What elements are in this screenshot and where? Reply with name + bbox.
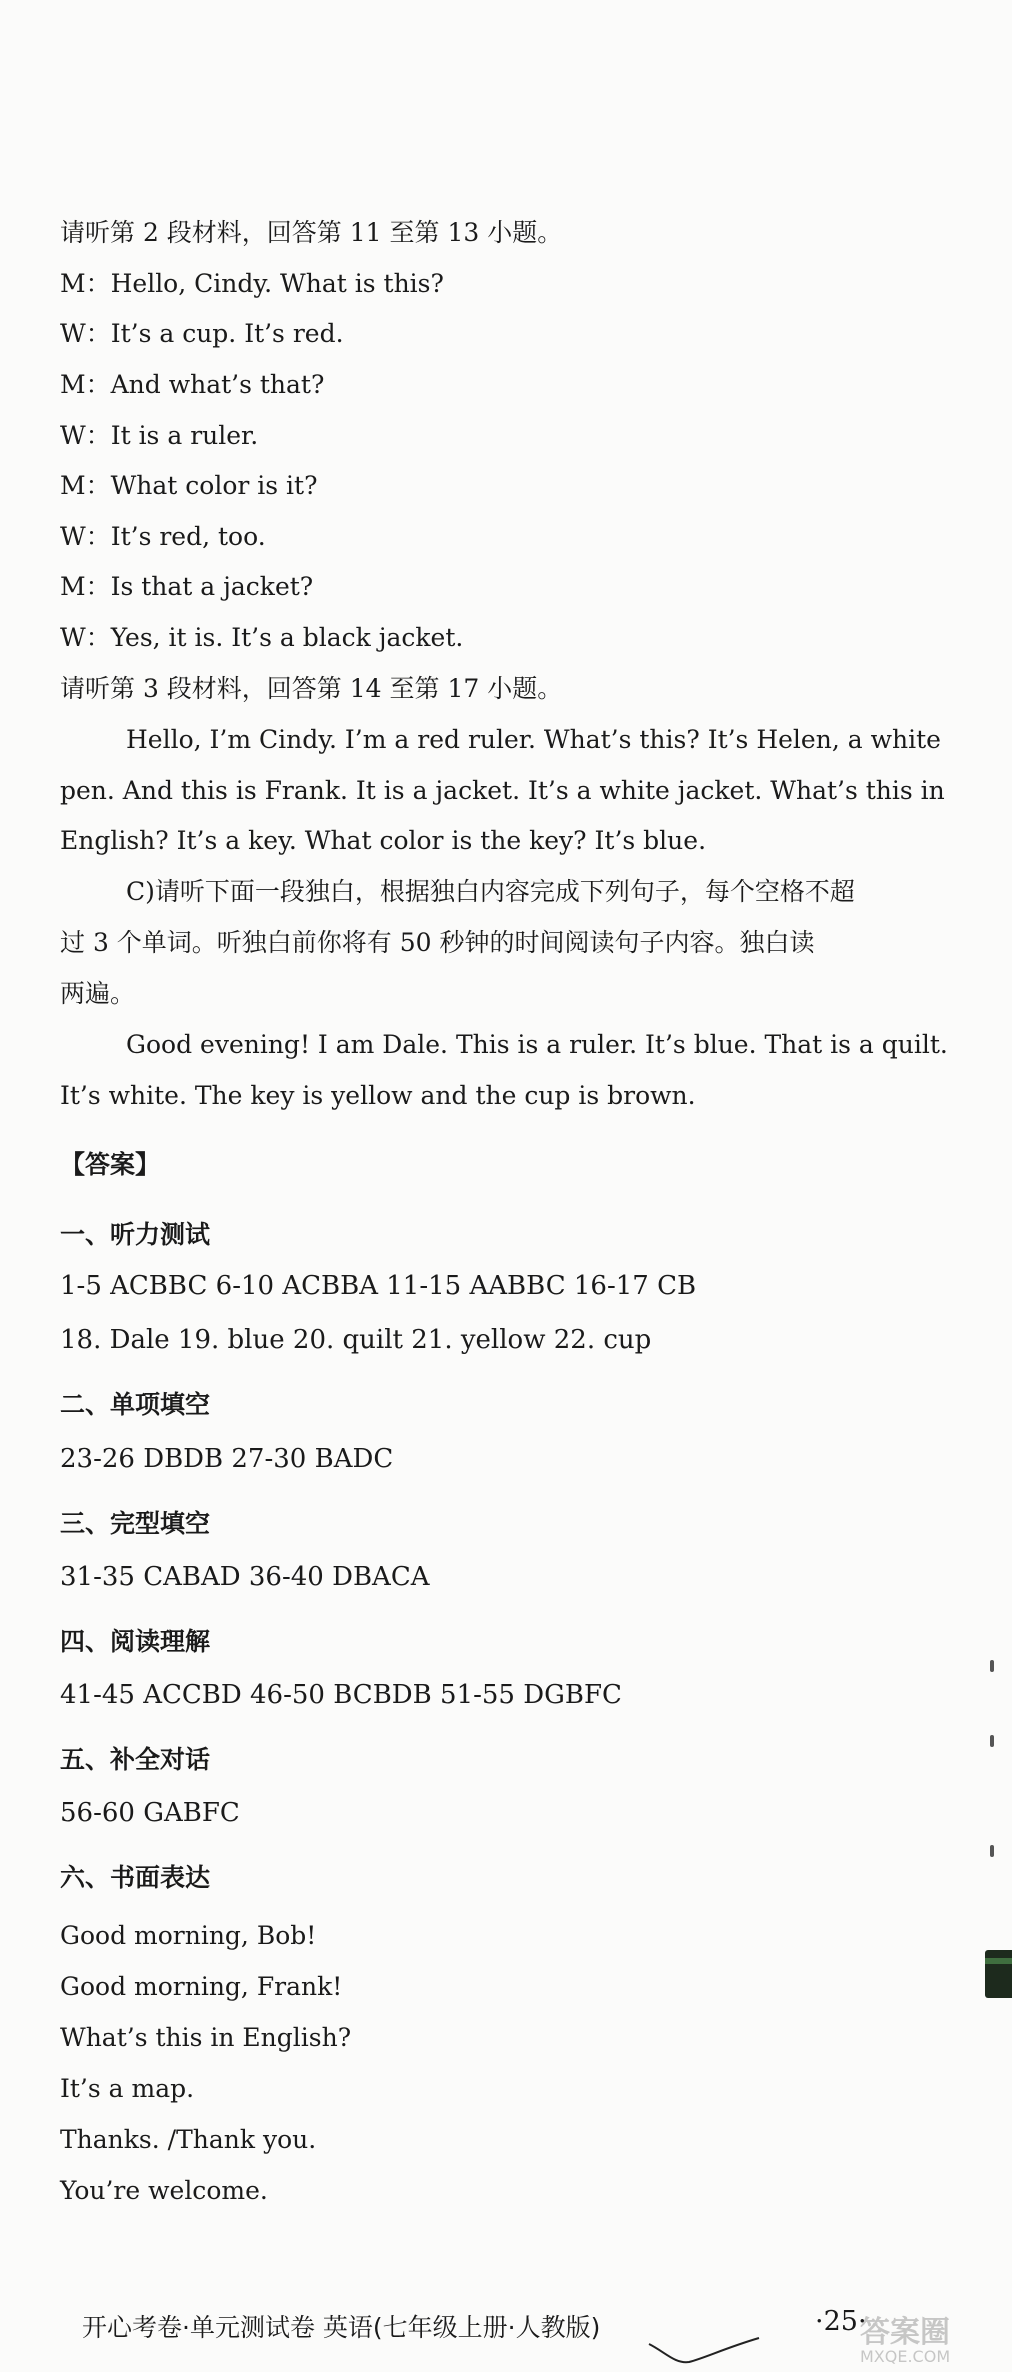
dialogue-line: W：It is a ruler. bbox=[60, 421, 259, 450]
answer-line: What’s this in English? bbox=[60, 2023, 352, 2052]
answer-line: Thanks. /Thank you. bbox=[60, 2125, 317, 2154]
monologue-line: It’s white. The key is yellow and the cup is brown. bbox=[60, 1081, 696, 1110]
sectionC-instruction: 两遍。 bbox=[60, 979, 136, 1008]
sectionC-instruction: 过 3 个单词。听独白前你将有 50 秒钟的时间阅读句子内容。独白读 bbox=[60, 928, 815, 957]
answers-title: 【答案】 bbox=[60, 1150, 161, 1179]
edge-mark bbox=[990, 1660, 994, 1672]
dialogue-line: W：It’s a cup. It’s red. bbox=[60, 319, 344, 348]
monologue-line: Good evening! I am Dale. This is a ruler. It’s blue. That is a quilt. bbox=[126, 1030, 948, 1059]
material3-line: pen. And this is Frank. It is a jacket. It’s a white jacket. What’s this in bbox=[60, 776, 945, 805]
material3-line: English? It’s a key. What color is the key? It’s blue. bbox=[60, 826, 707, 855]
dialogue-line: W：Yes, it is. It’s a black jacket. bbox=[60, 623, 464, 652]
answer-line: 18. Dale 19. blue 20. quilt 21. yellow 22. cup bbox=[60, 1325, 652, 1355]
dialogue-line: M：Hello, Cindy. What is this? bbox=[60, 269, 444, 298]
answer-section-heading: 三、完型填空 bbox=[60, 1509, 211, 1538]
answer-line: 31-35 CABAD 36-40 DBACA bbox=[60, 1562, 430, 1592]
answer-line: 56-60 GABFC bbox=[60, 1798, 240, 1828]
material3-intro: 请听第 3 段材料，回答第 14 至第 17 小题。 bbox=[60, 674, 563, 703]
answer-section-heading: 五、补全对话 bbox=[60, 1745, 211, 1774]
dialogue2-intro: 请听第 2 段材料，回答第 11 至第 13 小题。 bbox=[60, 218, 563, 247]
dialogue-line: M：What color is it? bbox=[60, 471, 318, 500]
site-watermark bbox=[860, 2315, 1000, 2368]
answer-line: 1-5 ACBBC 6-10 ACBBA 11-15 AABBC 16-17 CB bbox=[60, 1271, 697, 1301]
page-footer: 开心考卷·单元测试卷 英语(七年级上册·人教版) bbox=[82, 2313, 601, 2342]
edge-mark bbox=[990, 1845, 994, 1857]
watermark-text: 答案圈 bbox=[860, 2315, 950, 2350]
answer-line: 41-45 ACCBD 46-50 BCBDB 51-55 DGBFC bbox=[60, 1680, 622, 1710]
watermark-url: MXQE.COM bbox=[860, 2347, 951, 2366]
edge-mark bbox=[990, 1735, 994, 1747]
signature-mark bbox=[645, 2334, 765, 2368]
answer-section-heading: 一、听力测试 bbox=[60, 1220, 211, 1249]
dialogue-line: M：Is that a jacket? bbox=[60, 572, 314, 601]
dialogue-line: M：And what’s that? bbox=[60, 370, 325, 399]
page-edge-tab bbox=[985, 1950, 1012, 1998]
answer-section-heading: 二、单项填空 bbox=[60, 1390, 211, 1419]
answer-section-heading: 六、书面表达 bbox=[60, 1863, 211, 1892]
sectionC-instruction: C)请听下面一段独白，根据独白内容完成下列句子，每个空格不超 bbox=[126, 877, 855, 906]
page-number: ·25· bbox=[815, 2306, 867, 2337]
material3-line: Hello, I’m Cindy. I’m a red ruler. What’s this? It’s Helen, a white bbox=[126, 725, 941, 754]
answer-line: You’re welcome. bbox=[60, 2176, 268, 2205]
dialogue-line: W：It’s red, too. bbox=[60, 522, 266, 551]
answer-line: 23-26 DBDB 27-30 BADC bbox=[60, 1444, 394, 1474]
answer-line: Good morning, Bob! bbox=[60, 1921, 317, 1950]
answer-line: Good morning, Frank! bbox=[60, 1972, 343, 2001]
answer-line: It’s a map. bbox=[60, 2074, 195, 2103]
answer-section-heading: 四、阅读理解 bbox=[60, 1627, 211, 1656]
